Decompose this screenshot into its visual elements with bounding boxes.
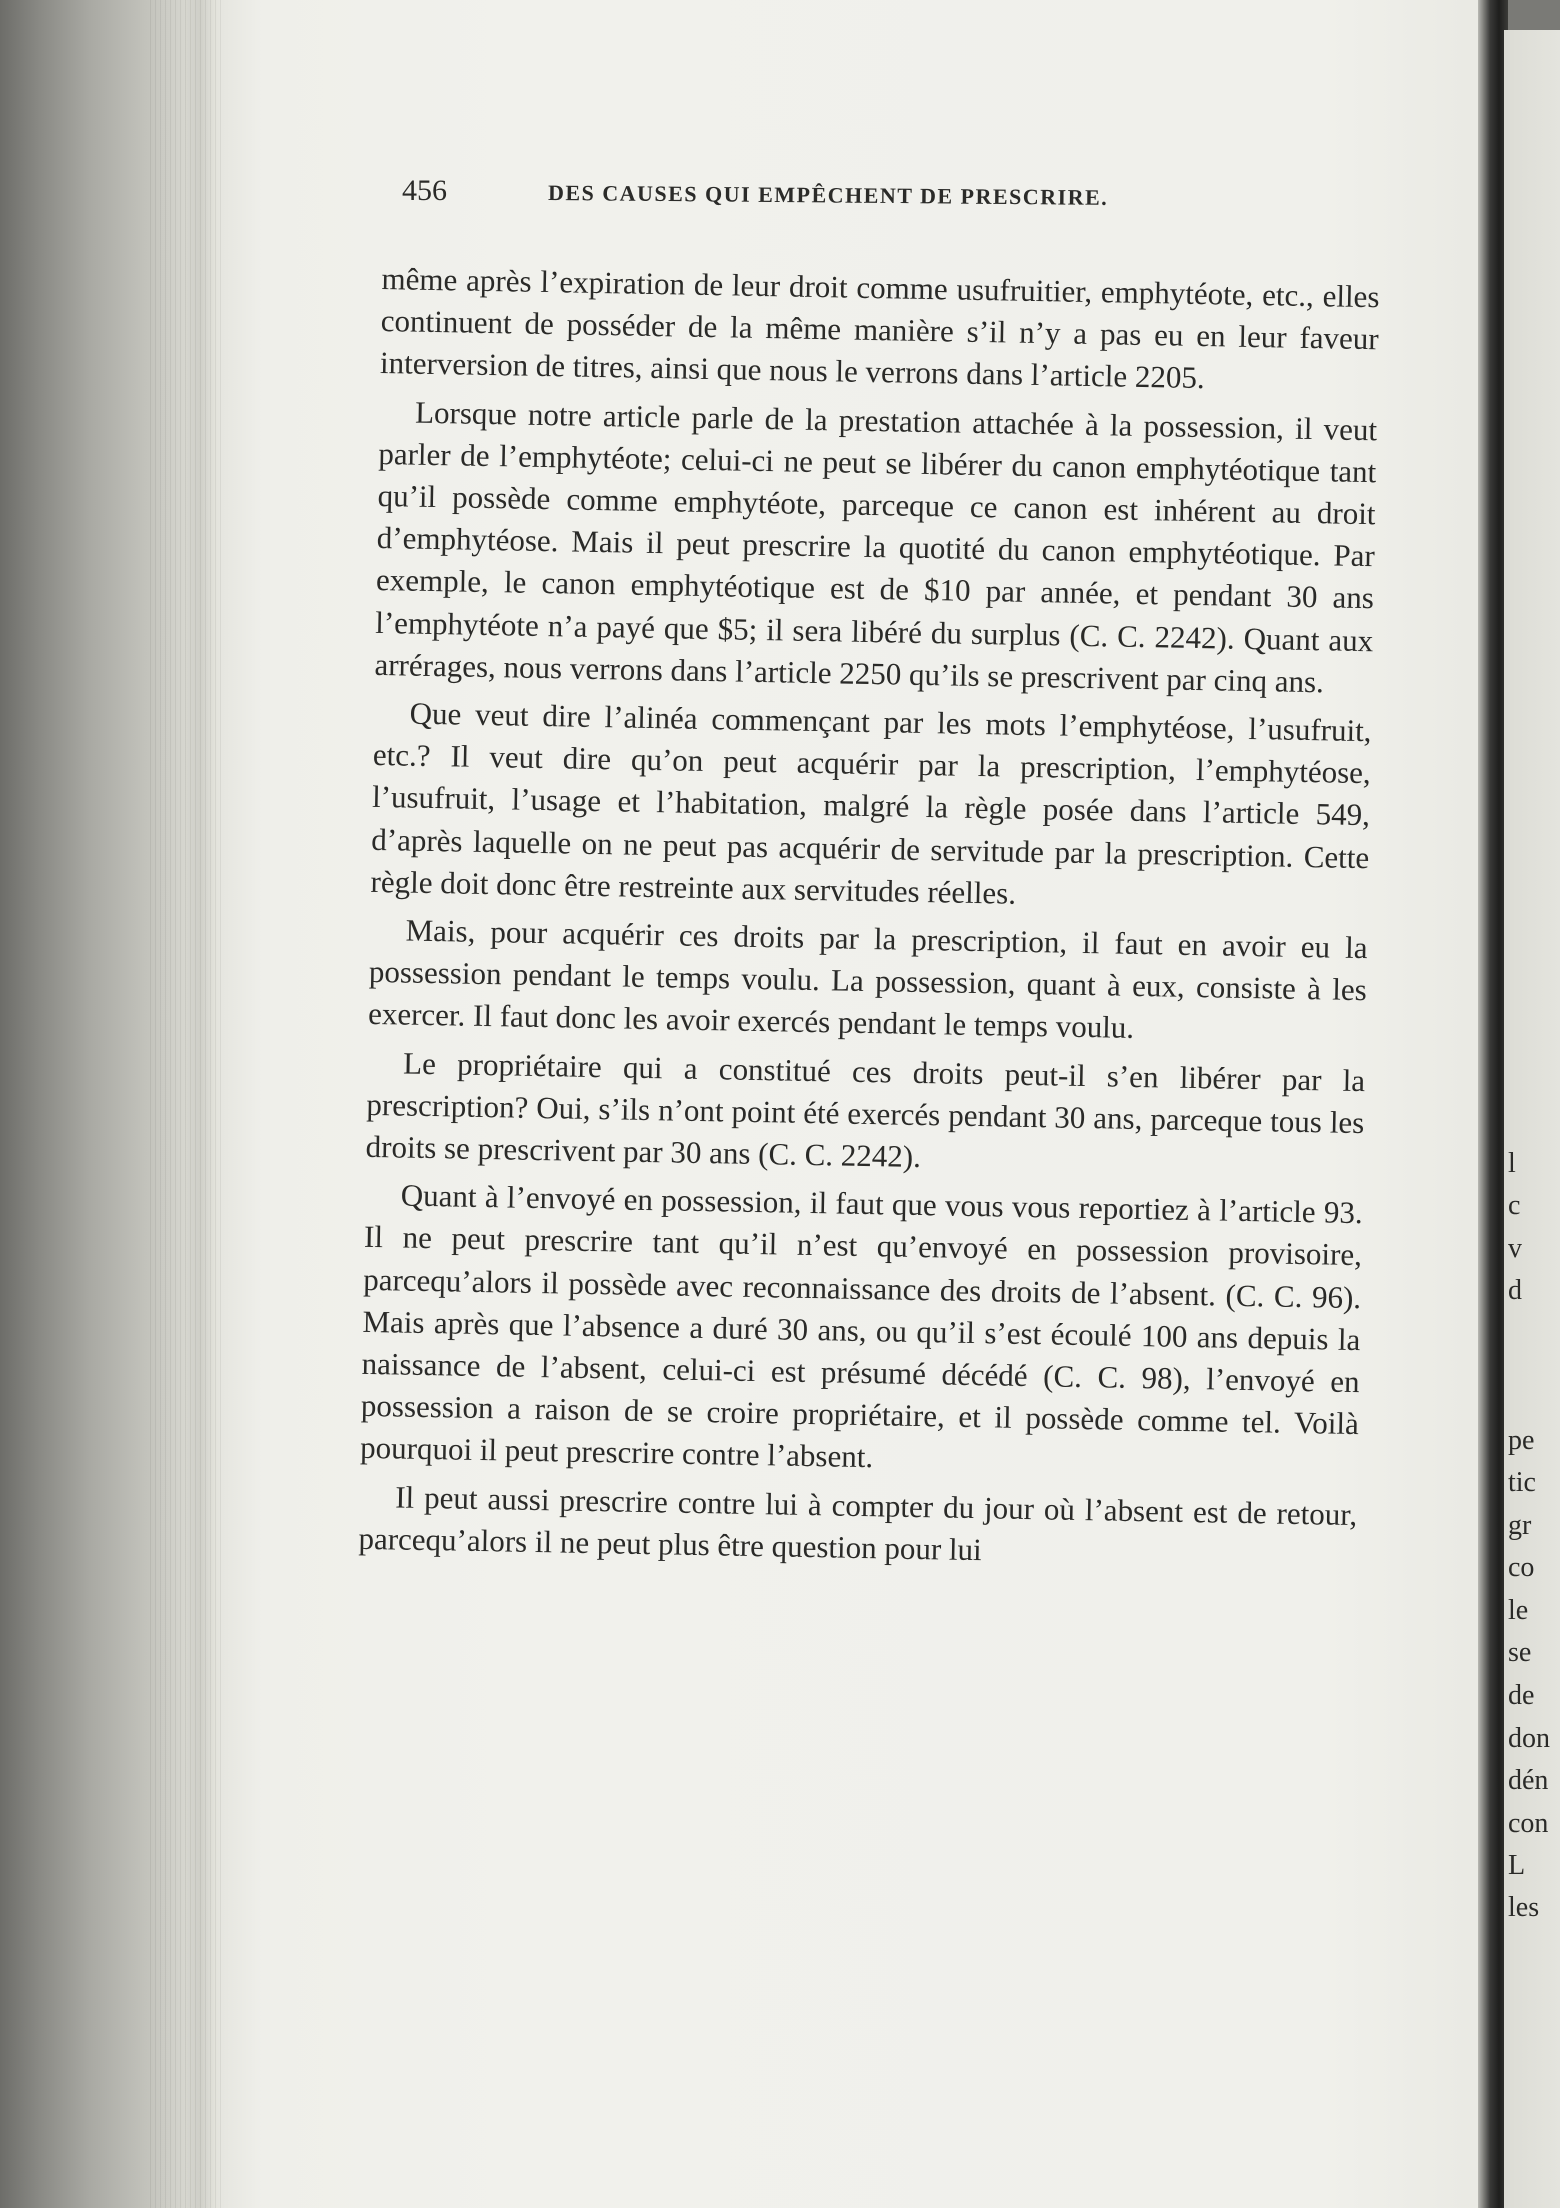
facing-page-fragment: co bbox=[1508, 1552, 1535, 1583]
paragraph: Mais, pour acquérir ces droits par la prescription, il faut en avoir eu la possession pendant le temps voulu. La possession, quant à eux, consiste à les exercer. Il faut donc les avoir exercés pendant le temps voulu. bbox=[367, 912, 1368, 1046]
paragraph: Il peut aussi prescrire contre lui à compter du jour où l’absent est de retour, parcequ’alors il ne peut plus être question pour lui bbox=[358, 1479, 1358, 1568]
page-stack-edge bbox=[0, 0, 230, 2208]
facing-page-fragment: con bbox=[1508, 1808, 1549, 1839]
facing-page-fragment: de bbox=[1508, 1680, 1535, 1711]
facing-page-fragment: gr bbox=[1508, 1510, 1532, 1541]
facing-page-fragment: don bbox=[1508, 1723, 1550, 1754]
facing-page-fragment: se bbox=[1508, 1637, 1532, 1668]
facing-page-edge bbox=[1504, 30, 1560, 2208]
facing-page-fragment: v bbox=[1508, 1233, 1522, 1264]
page-number: 456 bbox=[402, 174, 447, 207]
facing-page-fragment: L bbox=[1508, 1850, 1526, 1881]
facing-page-fragment: le bbox=[1508, 1595, 1529, 1626]
paragraph: Quant à l’envoyé en possession, il faut que vous vous reportiez à l’article 93. Il ne peut prescrire tant qu’il n’est qu’envoyé en possession provisoire, parcequ’alors il possède avec reconnaissance des droits de l’absent. (C. C. 96). Mais après que l’absence a duré 30 ans, ou qu’il s’est écoulé 100 ans depuis la naissance de l’absent, celui-ci est présumé décédé (C. C. 98), l’envoyé en possession a raison de se croire propriétaire, et il possède comme tel. Voilà pourquoi il peut prescrire contre l’absent. bbox=[359, 1177, 1363, 1475]
running-title: DES CAUSES QUI EMPÊCHENT DE PRESCRIRE. bbox=[547, 180, 1109, 210]
paragraph: Lorsque notre article parle de la prestation attachée à la possession, il veut parler de l’emphytéote; celui-ci ne peut se libérer du canon emphytéotique tant qu’il possède comme emphytéote, parceque ce canon est inhérent au droit d’emphytéose. Mais il peut prescrire la quotité du canon emphytéotique. Par exemple, le canon emphytéotique est de $10 par année, et pendant 30 ans l’emphytéote n’a payé que $5; il sera libéré du surplus (C. C. 2242). Quant aux arrérages, nous verrons dans l’article 2250 qu’ils se prescrivent par cinq ans. bbox=[374, 394, 1378, 700]
facing-page-fragment: tic bbox=[1508, 1467, 1536, 1498]
facing-page-fragment: dén bbox=[1508, 1765, 1549, 1796]
facing-page-fragment: l bbox=[1508, 1148, 1516, 1179]
paragraph: même après l’expiration de leur droit comme usufruitier, emphytéote, etc., elles continuent de posséder de la même manière s’il n’y a pas eu en leur faveur interversion de titres, ainsi que nous le verrons dans l’article 2205. bbox=[379, 260, 1380, 396]
page-header bbox=[402, 174, 1262, 214]
facing-page-fragment: c bbox=[1508, 1190, 1521, 1221]
body-text bbox=[358, 258, 1380, 1584]
facing-page-fragment: les bbox=[1508, 1892, 1540, 1923]
paragraph: Que veut dire l’alinéa commençant par les mots l’emphytéose, l’usufruit, etc.? Il veut dire qu’on peut acquérir par la prescription, l’emphytéose, l’usufruit, l’usage et l’habitation, malgré la règle posée dans l’article 549, d’après laquelle on ne peut pas acquérir de servitude par la prescription. Cette règle doit donc être restreinte aux servitudes réelles. bbox=[370, 695, 1372, 911]
facing-page-fragment: d bbox=[1508, 1275, 1522, 1306]
paragraph: Le propriétaire qui a constitué ces droits peut-il s’en libérer par la prescription? Oui, s’ils n’ont point été exercés pendant 30 ans, parceque tous les droits se prescrivent par 30 ans (C. C. 2242). bbox=[365, 1045, 1366, 1175]
facing-page-fragment: pe bbox=[1508, 1425, 1535, 1456]
